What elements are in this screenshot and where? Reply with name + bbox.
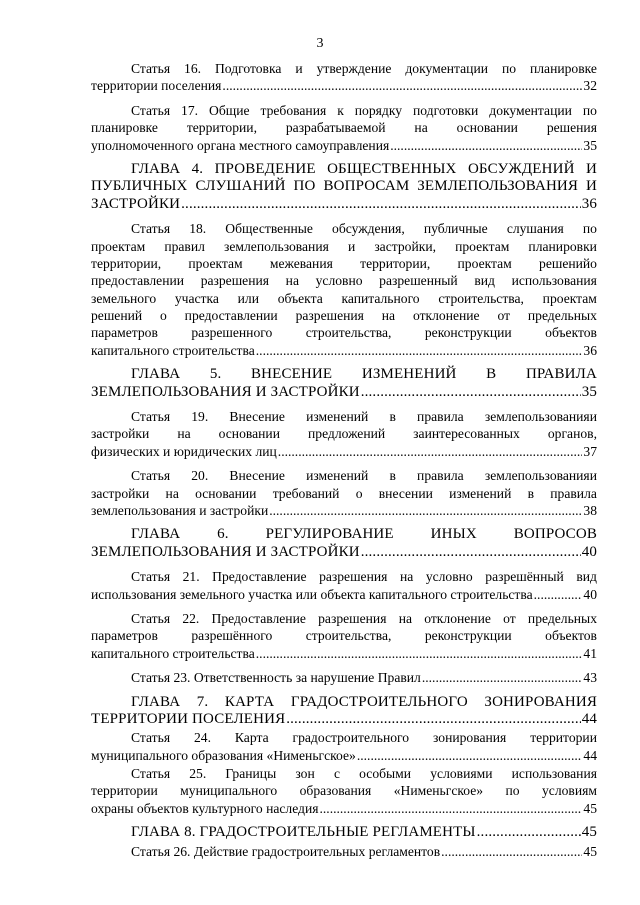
toc-entry-line: Статья 18. Общественные обсуждения, публичные слушания по <box>131 221 597 237</box>
toc-entry-last-line <box>91 77 597 94</box>
page-number: 3 <box>316 36 324 51</box>
toc-entry-title-end: ТЕРРИТОРИИ ПОСЕЛЕНИЯ <box>91 710 286 727</box>
dot-leader <box>256 342 583 359</box>
toc-entry-title-end: ЗЕМЛЕПОЛЬЗОВАНИЯ И ЗАСТРОЙКИ <box>91 543 360 560</box>
toc-entry[interactable] <box>91 467 597 519</box>
toc-entry-line: земельного участка или объекта капитального строительства, проектам <box>91 290 597 306</box>
dot-leader <box>269 502 582 519</box>
toc-entry-title-end: уполномоченного органа местного самоуправления <box>91 137 390 153</box>
toc-entry-line: проектам правил землепользования и застройки, проектам планировки <box>91 238 597 254</box>
dot-leader <box>278 443 583 460</box>
toc-entry-title-end: ЗЕМЛЕПОЛЬЗОВАНИЯ И ЗАСТРОЙКИ <box>91 383 360 400</box>
dot-leader <box>181 196 581 213</box>
toc-entry-line: решений о предоставлении разрешения на отклонение от предельных <box>91 308 597 324</box>
toc-entry-line: Статья 20. Внесение изменений в правила землепользованияи <box>131 468 597 484</box>
dot-leader <box>390 137 582 154</box>
toc-entry-last-line <box>91 586 597 603</box>
toc-page-number: 41 <box>583 645 597 661</box>
toc-entry[interactable] <box>91 161 597 213</box>
dot-leader <box>320 800 583 817</box>
toc-page-number: 35 <box>583 137 597 153</box>
toc-entry-line: ГЛАВА 7. КАРТА ГРАДОСТРОИТЕЛЬНОГО ЗОНИРОВАНИЯ <box>131 693 597 710</box>
toc-entry[interactable] <box>91 60 597 95</box>
toc-entry-line: Статья 17. Общие требования к порядку подготовки документации по <box>131 102 597 118</box>
toc-entry[interactable] <box>91 102 597 154</box>
toc-entry-last-line <box>91 196 597 213</box>
toc-entry-last-line <box>91 669 597 686</box>
toc-entry[interactable] <box>91 220 597 359</box>
toc-entry-line: Статья 19. Внесение изменений в правила землепользованияи <box>131 409 597 425</box>
toc-page-number: 38 <box>583 502 597 518</box>
dot-leader <box>441 843 582 860</box>
toc-entry-line: ПУБЛИЧНЫХ СЛУШАНИЙ ПО ВОПРОСАМ ЗЕМЛЕПОЛЬЗОВАНИЯ И <box>91 178 597 195</box>
toc-entry-last-line <box>91 384 597 401</box>
toc-entry[interactable] <box>91 843 597 860</box>
toc-entry-title-end: территории поселения <box>91 78 222 94</box>
dot-leader <box>256 645 583 662</box>
toc-entry-line: ГЛАВА 5. ВНЕСЕНИЕ ИЗМЕНЕНИЙ В ПРАВИЛА <box>131 366 597 383</box>
toc-entry[interactable] <box>91 366 597 401</box>
toc-entry[interactable] <box>91 610 597 662</box>
toc-page-number: 37 <box>583 443 597 459</box>
toc-entry-title-end: капитального строительства <box>91 342 255 358</box>
toc-page-number: 45 <box>583 800 597 816</box>
toc-entry-title-end: муниципального образования «Нименьгское» <box>91 747 356 763</box>
toc-page-number: 40 <box>583 586 597 602</box>
toc-entry-line: Статья 22. Предоставление разрешения на отклонение от предельных <box>131 610 597 626</box>
dot-leader <box>361 384 581 401</box>
toc-entry[interactable] <box>91 765 597 817</box>
toc-page-number: 36 <box>583 342 597 358</box>
toc-entry-line: параметров разрешённого строительства, реконструкции объектов <box>91 628 597 644</box>
toc-entry-title-end: Статья 23. Ответственность за нарушение Правил <box>131 670 421 686</box>
toc-entry-last-line <box>91 137 597 154</box>
toc-entry-line: Статья 24. Карта градостроительного зонирования территории <box>131 730 597 746</box>
toc-entry-last-line <box>91 824 597 841</box>
toc-entry-last-line <box>91 711 597 728</box>
toc-entry-title-end: физических и юридических лиц <box>91 443 277 459</box>
toc-entry-line: ГЛАВА 4. ПРОВЕДЕНИЕ ОБЩЕСТВЕННЫХ ОБСУЖДЕНИЙ И <box>131 160 597 177</box>
toc-entry-line: застройки на основании требований о внесении изменений в правила <box>91 485 597 501</box>
toc-entry-line: планировке территории, разрабатываемой на основании решения <box>91 120 597 136</box>
toc-entry-title-end: землепользования и застройки <box>91 502 269 518</box>
dot-leader <box>222 77 582 94</box>
toc-entry-title-end: ЗАСТРОЙКИ <box>91 195 181 212</box>
toc-page-number: 45 <box>583 843 597 859</box>
dot-leader <box>286 711 580 728</box>
table-of-contents <box>91 60 597 867</box>
toc-entry[interactable] <box>91 408 597 460</box>
toc-entry-title-end: ГЛАВА 8. ГРАДОСТРОИТЕЛЬНЫЕ РЕГЛАМЕНТЫ <box>131 824 476 841</box>
toc-entry-line: застройки на основании предложений заинтересованных органов, <box>91 426 597 442</box>
toc-entry-last-line <box>91 544 597 561</box>
toc-page-number: 43 <box>583 670 597 686</box>
dot-leader <box>422 669 583 686</box>
toc-entry[interactable] <box>91 669 597 686</box>
toc-page-number: 40 <box>581 543 597 560</box>
toc-entry-title-end: охраны объектов культурного наследия <box>91 800 319 816</box>
toc-entry[interactable] <box>91 824 597 841</box>
toc-entry-last-line <box>91 502 597 519</box>
toc-entry-last-line <box>91 800 597 817</box>
toc-entry-title-end: капитального строительства <box>91 645 255 661</box>
toc-page-number: 35 <box>581 383 597 400</box>
toc-entry-line: Статья 16. Подготовка и утверждение документации по планировке <box>131 61 597 76</box>
toc-entry-line: Статья 21. Предоставление разрешения на условно разрешённый вид <box>131 569 597 585</box>
toc-entry-line: ГЛАВА 6. РЕГУЛИРОВАНИЕ ИНЫХ ВОПРОСОВ <box>131 526 597 543</box>
toc-page-number: 36 <box>581 195 597 212</box>
toc-entry-last-line <box>91 747 597 764</box>
dot-leader <box>357 747 583 764</box>
toc-page-number: 44 <box>581 710 597 727</box>
toc-entry[interactable] <box>91 568 597 603</box>
toc-entry-title-end: использования земельного участка или объекта капитального строительства <box>91 586 533 602</box>
toc-entry[interactable] <box>91 694 597 729</box>
toc-entry[interactable] <box>91 526 597 561</box>
dot-leader <box>534 586 583 603</box>
toc-page-number: 32 <box>583 78 597 94</box>
dot-leader <box>361 544 581 561</box>
toc-entry[interactable] <box>91 729 597 764</box>
toc-entry-title-end: Статья 26. Действие градостроительных регламентов <box>131 843 441 859</box>
toc-entry-line: территории муниципального образования «Нименьгское» по условиям <box>91 783 597 799</box>
toc-entry-last-line <box>91 843 597 860</box>
dot-leader <box>477 824 581 841</box>
toc-entry-last-line <box>91 645 597 662</box>
toc-entry-line: Статья 25. Границы зон с особыми условиями использования <box>131 766 597 782</box>
toc-page-number: 44 <box>583 747 597 763</box>
toc-entry-line: предоставлении разрешения на условно разрешенный вид использования <box>91 273 597 289</box>
toc-entry-line: параметров разрешенного строительства, реконструкции объектов <box>91 325 597 341</box>
toc-entry-last-line <box>91 443 597 460</box>
toc-page-number: 45 <box>581 824 597 841</box>
toc-entry-last-line <box>91 342 597 359</box>
toc-entry-line: территории, проектам межевания территории, проектам решенийо <box>91 255 597 271</box>
